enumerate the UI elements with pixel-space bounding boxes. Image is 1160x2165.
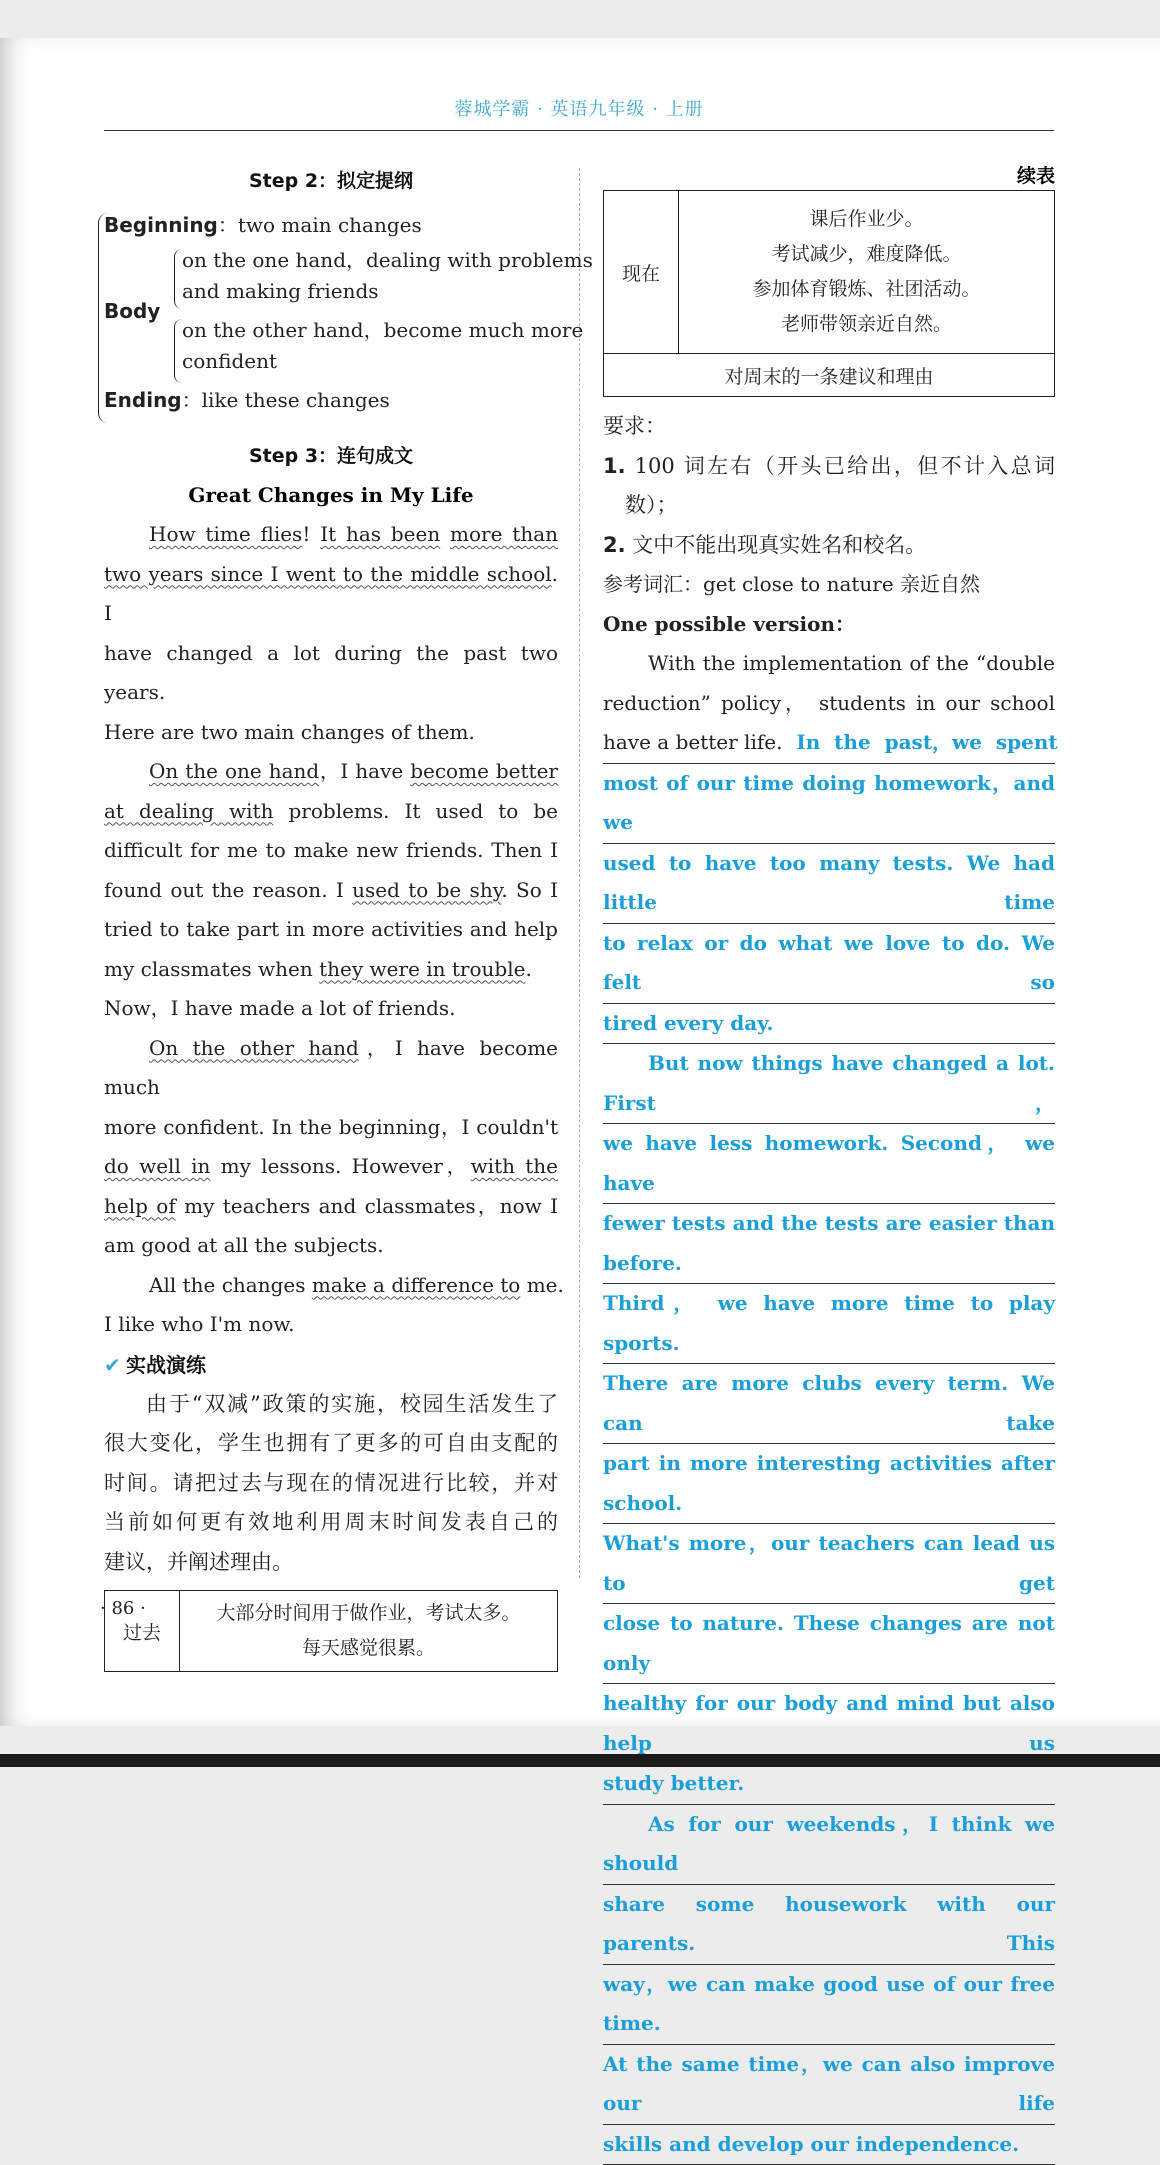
p1-line-1 xyxy=(104,515,558,555)
answer-line-13: close to nature. These changes are not only xyxy=(603,1604,1055,1684)
phrase: On the one hand xyxy=(149,759,319,783)
phrase: make a difference to xyxy=(312,1273,520,1297)
outline xyxy=(104,201,558,437)
prompt-line-1: 由于“双减”政策的实施，校园生活发生了 xyxy=(104,1385,558,1425)
phrase: On the other hand xyxy=(149,1036,359,1060)
text: . So I xyxy=(501,878,558,902)
answer-line-18: way，we can make good use of our free time. xyxy=(603,1965,1055,2045)
text: found out the reason. I xyxy=(104,878,352,902)
phrase: become better xyxy=(410,759,558,783)
text xyxy=(440,522,450,546)
answer-line-3: used to have too many tests. We had little time xyxy=(603,844,1055,924)
phrase: do well in xyxy=(104,1154,210,1178)
now-line-4: 老师带领亲近自然。 xyxy=(679,307,1054,342)
now-content xyxy=(679,191,1055,354)
past-line-2: 每天感觉很累。 xyxy=(181,1631,556,1666)
now-line-2: 考试减少，难度降低。 xyxy=(679,237,1054,272)
page-number: · 86 · xyxy=(100,1598,146,1619)
intro-line-2: reduction” policy， students in our school xyxy=(603,684,1055,724)
answer-line-15: study better. xyxy=(603,1764,1055,1805)
version-title: One possible version： xyxy=(603,605,1055,645)
answer-line-2: most of our time doing homework，and we xyxy=(603,764,1055,844)
intro-line-3 xyxy=(603,723,1055,764)
body-line-2: and making friends xyxy=(182,279,379,303)
body-line-1: on the one hand，dealing with problems xyxy=(182,244,593,273)
body-line-4: confident xyxy=(182,349,277,373)
p3-line-2: more confident. In the beginning，I couldn't xyxy=(104,1108,558,1148)
ending-text: ：like these changes xyxy=(182,388,390,412)
column-divider xyxy=(579,168,580,1578)
answer-line-7: we have less homework. Second， we have xyxy=(603,1124,1055,1204)
right-column xyxy=(603,162,1055,2165)
now-line-1: 课后作业少。 xyxy=(679,202,1054,237)
header-title: 蓉城学霸 · 英语九年级 · 上册 xyxy=(454,99,703,120)
answer-line-6: But now things have changed a lot. First， xyxy=(603,1044,1055,1124)
answer-line-11: part in more interesting activities after school. xyxy=(603,1444,1055,1524)
answer-line-19: At the same time，we can also improve our life xyxy=(603,2045,1055,2125)
continued-label: 续表 xyxy=(603,162,1055,190)
practice-title: 实战演练 xyxy=(126,1353,206,1377)
p4-line-1 xyxy=(104,1266,558,1306)
past-content xyxy=(180,1591,558,1672)
prompt-line-4: 当前如何更有效地利用周末时间发表自己的 xyxy=(104,1503,558,1543)
requirements-title: 要求： xyxy=(603,407,1055,447)
text: ，I have become much xyxy=(104,1036,558,1100)
req2-text: 文中不能出现真实姓名和校名。 xyxy=(626,533,927,557)
body-line-3: on the other hand，become much more xyxy=(182,314,583,343)
table-past xyxy=(104,1590,558,1672)
bottom-bar xyxy=(0,1754,1160,1767)
left-column xyxy=(104,162,558,1672)
prompt-line-2: 很大变化，学生也拥有了更多的可自由支配的 xyxy=(104,1424,558,1464)
past-line-1: 大部分时间用于做作业，考试太多。 xyxy=(181,1596,556,1631)
step2-heading: Step 2：拟定提纲 xyxy=(104,162,558,201)
p2-line-4 xyxy=(104,871,558,911)
answer-line-12: What's more，our teachers can lead us to get xyxy=(603,1524,1055,1604)
prompt-line-3: 时间。请把过去与现在的情况进行比较，并对 xyxy=(104,1464,558,1504)
practice-heading xyxy=(104,1345,558,1385)
p3-line-4 xyxy=(104,1187,558,1227)
p3-line-5: am good at all the subjects. xyxy=(104,1226,558,1266)
body-label: Body xyxy=(104,299,160,323)
outline-ending xyxy=(104,384,390,413)
answer-line-1: In the past，we spent xyxy=(782,723,1057,763)
phrase: they were in trouble xyxy=(319,957,525,981)
phrase: help of xyxy=(104,1194,176,1218)
beginning-label: Beginning xyxy=(104,213,218,237)
p2-line-7: Now，I have made a lot of friends. xyxy=(104,989,558,1029)
now-label: 现在 xyxy=(604,191,679,354)
req2-num: 2. xyxy=(603,533,626,557)
answer-line-4: to relax or do what we love to do. We felt so xyxy=(603,924,1055,1004)
text: my lessons. However， xyxy=(210,1154,470,1178)
p2-line-1 xyxy=(104,752,558,792)
text: ! xyxy=(302,522,320,546)
text: me. xyxy=(520,1273,564,1297)
vocab-line: 参考词汇：get close to nature 亲近自然 xyxy=(603,565,1055,605)
step3-heading: Step 3：连句成文 xyxy=(104,437,558,476)
answer-line-14: healthy for our body and mind but also help us xyxy=(603,1684,1055,1764)
beginning-text: ：two main changes xyxy=(218,213,422,237)
page-header xyxy=(104,90,1054,131)
p2-line-3: difficult for me to make new friends. Then I xyxy=(104,831,558,871)
intro-line-1: With the implementation of the “double xyxy=(603,644,1055,684)
req1-line-2: 数）； xyxy=(603,486,1055,526)
past-label: 过去 xyxy=(105,1591,180,1672)
phrase: two years since I went to the middle school xyxy=(104,562,552,586)
now-line-3: 参加体育锻炼、社团活动。 xyxy=(679,272,1054,307)
outline-beginning xyxy=(104,209,422,238)
p1-line-2 xyxy=(104,555,558,634)
answer-line-9: Third， we have more time to play sports. xyxy=(603,1284,1055,1364)
req1-line-1 xyxy=(603,447,1055,487)
answer-line-16: As for our weekends，I think we should xyxy=(603,1805,1055,1885)
answer-line-20: skills and develop our independence. xyxy=(603,2125,1055,2165)
answer-line-10: There are more clubs every term. We can take xyxy=(603,1364,1055,1444)
phrase: How time flies xyxy=(149,522,302,546)
phrase: It has been xyxy=(320,522,440,546)
p3-line-1 xyxy=(104,1029,558,1108)
req2-line xyxy=(603,526,1055,566)
req1-num: 1. xyxy=(603,454,626,478)
p4-line-2: I like who I'm now. xyxy=(104,1305,558,1345)
essay-title: Great Changes in My Life xyxy=(104,476,558,515)
prompt-line-5: 建议，并阐述理由。 xyxy=(104,1543,558,1583)
check-icon: ✔ xyxy=(104,1345,126,1385)
phrase: at dealing with xyxy=(104,799,273,823)
p1-line-4: Here are two main changes of them. xyxy=(104,713,558,753)
p1-line-3: have changed a lot during the past two years. xyxy=(104,634,558,713)
answer-line-5: tired every day. xyxy=(603,1004,1055,1045)
p2-line-2 xyxy=(104,792,558,832)
phrase: with the xyxy=(471,1154,558,1178)
p2-line-6 xyxy=(104,950,558,990)
p2-line-5: tried to take part in more activities and help xyxy=(104,910,558,950)
text: my classmates when xyxy=(104,957,319,981)
req1-text: 100 词左右（开头已给出，但不计入总词 xyxy=(626,454,1055,478)
text: my teachers and classmates，now I xyxy=(176,1194,558,1218)
text: All the changes xyxy=(149,1273,312,1297)
text: . xyxy=(525,957,531,981)
text: problems. It used to be xyxy=(273,799,558,823)
answer-line-17: share some housework with our parents. This xyxy=(603,1885,1055,1965)
table-now xyxy=(603,190,1055,397)
phrase: more than xyxy=(450,522,558,546)
intro-text: have a better life. xyxy=(603,723,782,763)
p3-line-3 xyxy=(104,1147,558,1187)
text: . I xyxy=(104,562,558,626)
ending-label: Ending xyxy=(104,388,182,412)
now-footer: 对周末的一条建议和理由 xyxy=(604,354,1055,397)
answer-line-8: fewer tests and the tests are easier than before. xyxy=(603,1204,1055,1284)
phrase: used to be shy xyxy=(352,878,501,902)
text: ，I have xyxy=(319,759,410,783)
